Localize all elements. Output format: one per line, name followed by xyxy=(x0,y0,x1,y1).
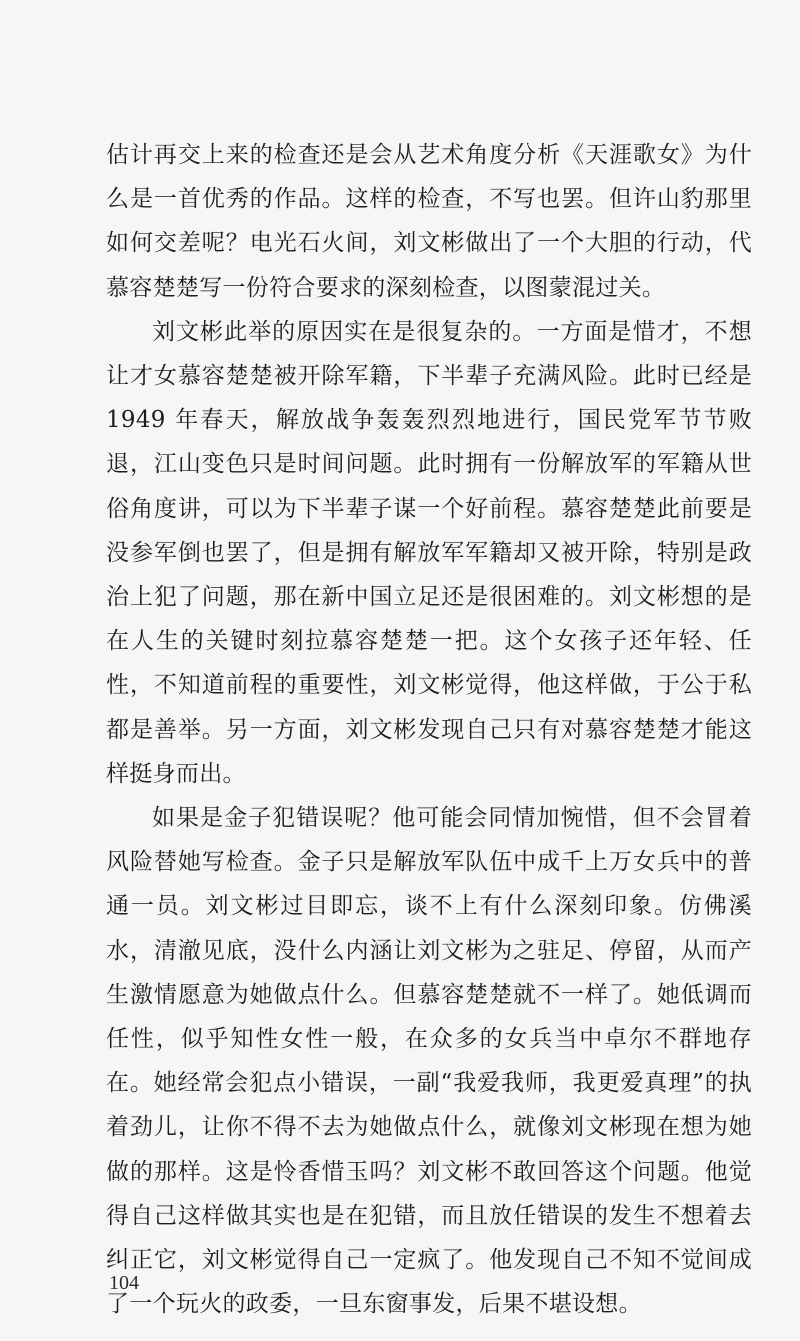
page-number: 104 xyxy=(109,1272,139,1294)
paragraph-2: 刘文彬此举的原因实在是很复杂的。一方面是惜才，不想让才女慕容楚楚被开除军籍，下半辈子充满风险。此时已经是 1949 年春天，解放战争轰轰烈烈地进行，国民党军节节败退，江山变色只是时间问题。此时拥有一份解放军的军籍从世俗角度讲，可以为下半辈子谋一个好前程。慕容楚楚此前要是没参军倒也罢了，但是拥有解放军军籍却又被开除，特别是政治上犯了问题，那在新中国立足还是很困难的。刘文彬想的是在人生的关键时刻拉慕容楚楚一把。这个女孩子还年轻、任性，不知道前程的重要性，刘文彬觉得，他这样做，于公于私都是善举。另一方面，刘文彬发现自己只有对慕容楚楚才能这样挺身而出。 xyxy=(106,318,752,787)
body-text xyxy=(106,133,752,1326)
paragraph-3: 如果是金子犯错误呢？他可能会同情加惋惜，但不会冒着风险替她写检查。金子只是解放军队伍中成千上万女兵中的普通一员。刘文彬过目即忘，谈不上有什么深刻印象。仿佛溪水，清澈见底，没什么内涵让刘文彬为之驻足、停留，从而产生激情愿意为她做点什么。但慕容楚楚就不一样了。她低调而任性，似乎知性女性一般，在众多的女兵当中卓尔不群地存在。她经常会犯点小错误，一副“我爱我师，我更爱真理”的执着劲儿，让你不得不去为她做点什么，就像刘文彬现在想为她做的那样。这是怜香惜玉吗？刘文彬不敢回答这个问题。他觉得自己这样做其实也是在犯错，而且放任错误的发生不想着去纠正它，刘文彬觉得自己一定疯了。他发现自己不知不觉间成了一个玩火的政委，一旦东窗事发，后果不堪设想。 xyxy=(106,805,752,1318)
paragraph-1: 估计再交上来的检查还是会从艺术角度分析《天涯歌女》为什么是一首优秀的作品。这样的检查，不写也罢。但许山豹那里如何交差呢？电光石火间，刘文彬做出了一个大胆的行动，代慕容楚楚写一份符合要求的深刻检查，以图蒙混过关。 xyxy=(106,142,752,301)
